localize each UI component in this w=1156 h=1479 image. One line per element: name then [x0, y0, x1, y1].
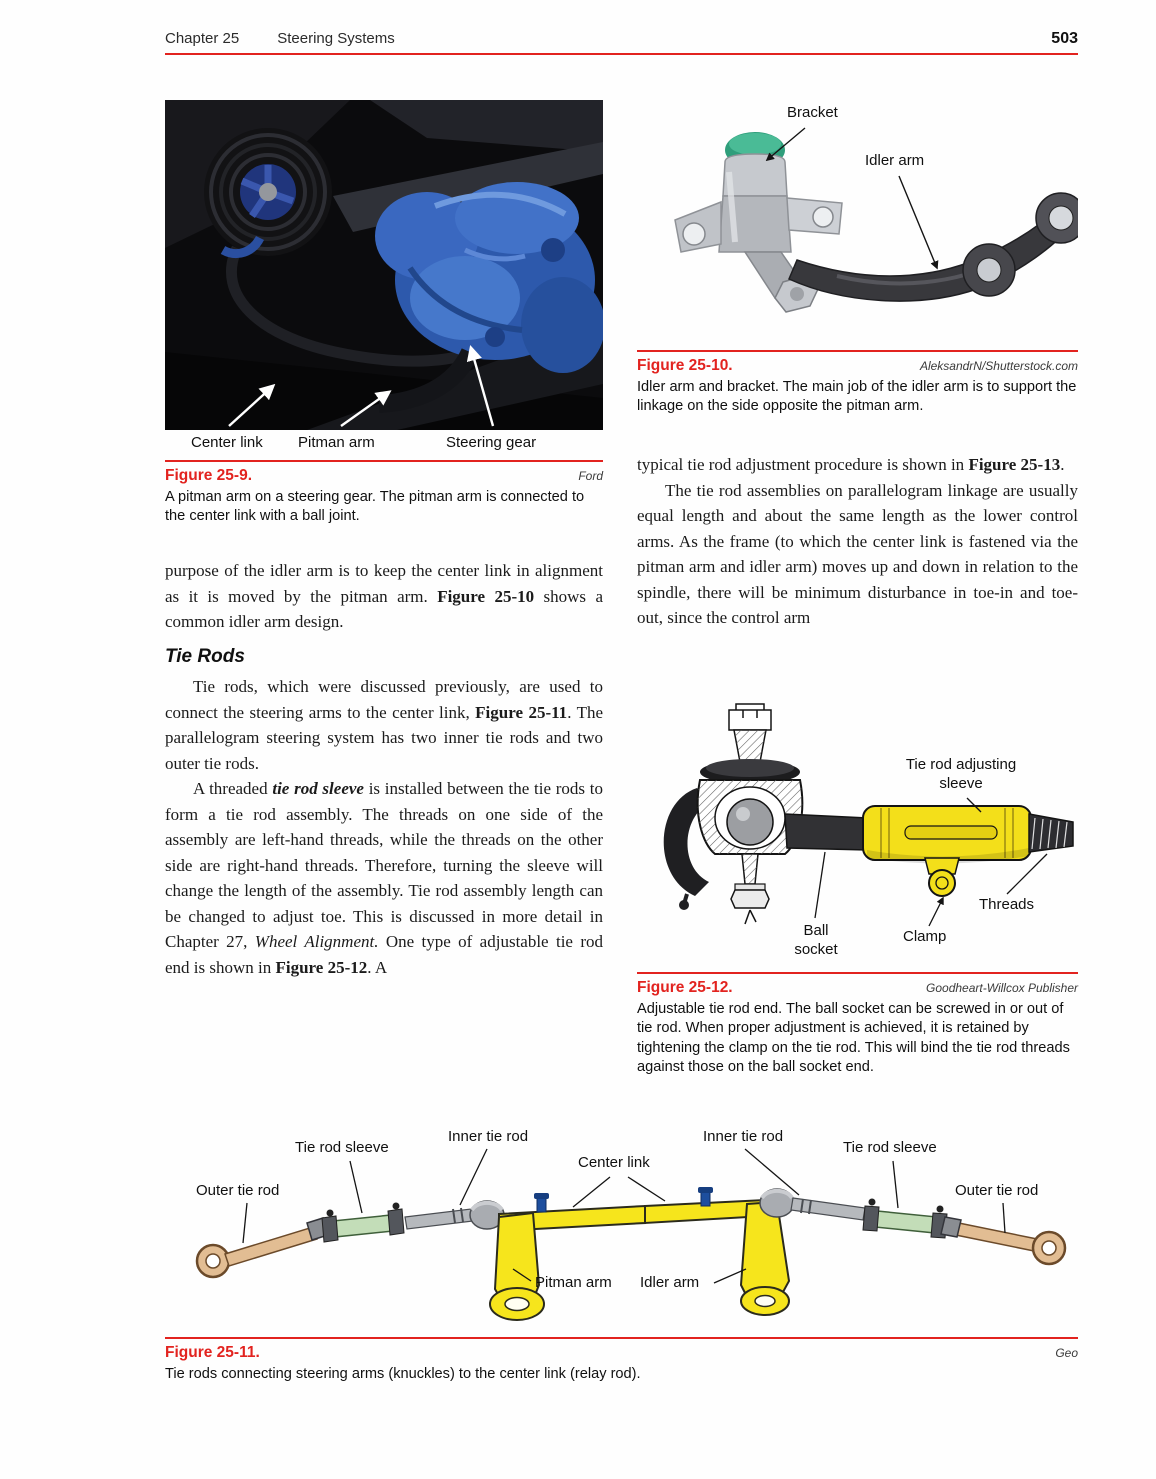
fig9-photo — [165, 100, 603, 430]
label-pitman-arm: Pitman arm — [535, 1274, 612, 1291]
figure-caption-text: A pitman arm on a steering gear. The pitman arm is connected to the center link with a ball joint. — [165, 489, 585, 525]
figure-caption-text: Tie rods connecting steering arms (knuckles) to the center link (relay rod). — [165, 1366, 641, 1382]
label-outer-tie-rod-right: Outer tie rod — [955, 1182, 1039, 1199]
label-idler-arm: Idler arm — [640, 1274, 700, 1291]
body-paragraph: The tie rod assemblies on parallelogram linkage are usually equal length and about the same length as the lower control arms. As the frame (to which the center link is fastened via the pitman arm and idler arm) moves up and down in relation to the spindle, there will be minimum disturbance in toe-in and toe-out, since the control arm — [637, 480, 1078, 627]
figure-caption-text: Idler arm and bracket. The main job of the idler arm is to support the linkage on the side opposite the pitman arm. — [637, 379, 1077, 415]
figure-number: Figure 25-12. — [637, 979, 733, 996]
idler-arm-shape — [741, 1202, 789, 1315]
pulley — [204, 128, 332, 256]
label-ball-socket: Ball socket — [794, 922, 838, 958]
header-rule — [165, 53, 1078, 55]
fig11-drawing — [165, 1093, 1078, 1333]
label-adjusting-sleeve: Tie rod adjusting sleeve — [905, 756, 1017, 792]
fig9-art — [165, 100, 603, 430]
fig10-art — [637, 100, 1078, 345]
left-column-text — [165, 558, 603, 980]
label-center-link: Center link — [191, 434, 263, 451]
label-bracket: Bracket — [787, 104, 838, 121]
caption-rule — [165, 1337, 1078, 1339]
inner-tie-rod-right-shape — [760, 1189, 865, 1220]
label-threads: Threads — [979, 896, 1035, 913]
figure-credit: Ford — [578, 469, 603, 483]
body-paragraph: typical tie rod adjustment procedure is shown in Figure 25-13. — [637, 455, 1065, 474]
outer-tie-rod-right-shape — [941, 1217, 1065, 1264]
tie-rod-sleeve-right-shape — [863, 1199, 947, 1239]
caption-rule — [637, 350, 1078, 352]
center-link-shape — [499, 1187, 765, 1231]
figure-credit: AleksandrN/Shutterstock.com — [919, 359, 1078, 373]
fig11-caption — [165, 1337, 1078, 1384]
tie-rod-sleeve-left-shape — [322, 1203, 404, 1243]
fig12-art — [637, 698, 1078, 968]
label-steering-gear: Steering gear — [446, 434, 537, 451]
label-outer-tie-rod-left: Outer tie rod — [196, 1182, 280, 1199]
fig11-art — [165, 1093, 1078, 1333]
figure-credit: Geo — [1055, 1346, 1078, 1360]
page-number: 503 — [1051, 30, 1078, 47]
fig10-caption — [637, 350, 1078, 417]
fig9-caption — [165, 460, 603, 527]
body-paragraph: Tie rods, which were discussed previously, are used to connect the steering arms to the center link, Figure 25-11. The parallelogram steering system has two inner tie rods and two outer tie rods. — [165, 677, 603, 773]
label-pitman-arm: Pitman arm — [298, 434, 375, 451]
label-idler-arm: Idler arm — [865, 152, 925, 169]
fig10-photo — [637, 100, 1078, 345]
inner-tie-rod-left-shape — [405, 1201, 504, 1229]
page-header — [165, 30, 1078, 48]
fig9-labels — [165, 434, 603, 456]
chapter-title: Steering Systems — [277, 30, 395, 47]
label-tie-rod-sleeve-left: Tie rod sleeve — [295, 1139, 389, 1156]
fig12-drawing — [637, 698, 1078, 968]
caption-rule — [637, 972, 1078, 974]
section-heading-tie-rods: Tie Rods — [165, 645, 245, 667]
tie-rod-and-sleeve — [785, 806, 1073, 896]
label-center-link: Center link — [578, 1154, 650, 1171]
body-paragraph: purpose of the idler arm is to keep the center link in alignment as it is moved by the pitman arm. Figure 25-10 shows a common idler arm design. — [165, 561, 603, 631]
figure-number: Figure 25-11. — [165, 1344, 260, 1361]
body-paragraph: A threaded tie rod sleeve is installed between the tie rods to form a tie rod assembly. The threads on one side of the assembly are left-hand threads, while the threads on the other side are right-hand threads. Therefore, turning the sleeve will change the length of the assembly. Tie rod assembly length can be changed to adjust toe. This is discussed in more detail in Chapter 27, Wheel Alignment. One type of adjustable tie rod end is shown in Figure 25-12. A — [165, 779, 603, 977]
label-inner-tie-rod-left: Inner tie rod — [448, 1128, 529, 1145]
right-column-text — [637, 452, 1078, 631]
chapter-label: Chapter 25 — [165, 30, 240, 47]
caption-rule — [165, 460, 603, 462]
label-clamp: Clamp — [903, 928, 947, 945]
figure-caption-text: Adjustable tie rod end. The ball socket can be screwed in or out of tie rod. When proper adjustment is achieved, it is retained by tightening the clamp on the tie rod. This will bind the tie rod threads against those on the ball socket end. — [637, 1001, 1070, 1075]
label-tie-rod-sleeve-right: Tie rod sleeve — [843, 1139, 937, 1156]
figure-credit: Goodheart-Willcox Publisher — [926, 981, 1078, 995]
fig12-caption — [637, 972, 1078, 1077]
outer-tie-rod-left-shape — [197, 1218, 328, 1277]
figure-number: Figure 25-10. — [637, 357, 733, 374]
figure-number: Figure 25-9. — [165, 467, 252, 484]
label-inner-tie-rod-right: Inner tie rod — [703, 1128, 784, 1145]
